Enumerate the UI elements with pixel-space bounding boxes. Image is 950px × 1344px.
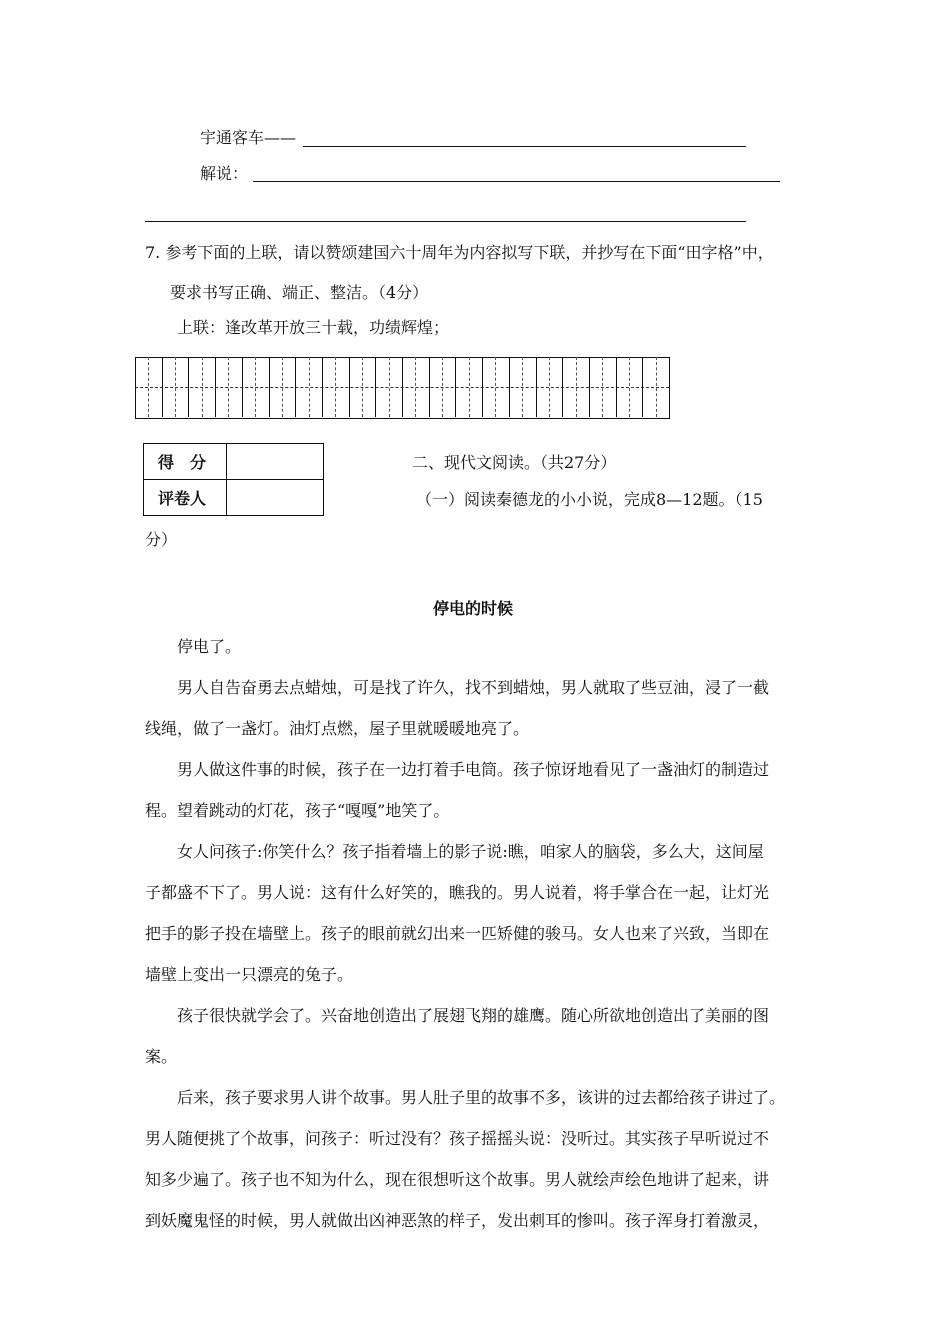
story-line: 男人做这件事的时候，孩子在一边打着手电筒。孩子惊讶地看见了一盏油灯的制造过	[145, 760, 770, 779]
tianzige-cell-centerline	[282, 357, 283, 417]
story-line: 男人自告奋勇去点蜡烛，可是找了许久，找不到蜡烛，男人就取了些豆油，浸了一截	[145, 678, 770, 697]
tianzige-cell-border	[162, 357, 163, 417]
tianzige-cell-centerline	[629, 357, 630, 417]
story-line: 女人问孩子:你笑什么？孩子指着墙上的影子说:瞧，咱家人的脑袋，多么大，这间屋	[145, 842, 764, 861]
q7-couplet: 上联：逢改革开放三十载，功绩辉煌；	[177, 318, 450, 337]
tianzige-cell-centerline	[202, 357, 203, 417]
grader-value-cell[interactable]	[227, 480, 324, 516]
q6-answer-label-1: 宇通客车——	[200, 128, 297, 147]
tianzige-cell-centerline	[602, 357, 603, 417]
q6-answer-line-3[interactable]	[145, 221, 746, 222]
tianzige-cell-centerline	[255, 357, 256, 417]
tianzige-cell-centerline	[522, 357, 523, 417]
tianzige-cell-centerline	[335, 357, 336, 417]
q6-answer-line-2[interactable]	[253, 181, 780, 182]
story-title: 停电的时候	[433, 599, 514, 618]
tianzige-cell-border	[295, 357, 296, 417]
tianzige-cell-border	[215, 357, 216, 417]
tianzige-cell-centerline	[576, 357, 577, 417]
section2-subheading: （一）阅读秦德龙的小小说，完成8—12题。（15	[416, 490, 763, 509]
tianzige-cell-border	[482, 357, 483, 417]
tianzige-cell-border	[642, 357, 643, 417]
tianzige-cell-border	[188, 357, 189, 417]
tianzige-cell-border	[349, 357, 350, 417]
tianzige-cell-centerline	[309, 357, 310, 417]
story-line: 子都盛不下了。男人说：这有什么好笑的，瞧我的。男人说着，将手掌合在一起，让灯光	[145, 883, 770, 902]
q7-question-line-1: 7. 参考下面的上联，请以赞颂建国六十周年为内容拟写下联，并抄写在下面“田字格”中，	[145, 243, 774, 262]
tianzige-cell-border	[536, 357, 537, 417]
story-line: 男人随便挑了个故事，问孩子：听过没有？孩子摇摇头说：没听过。其实孩子早听说过不	[145, 1129, 770, 1148]
tianzige-cell-border	[509, 357, 510, 417]
tianzige-grid[interactable]	[135, 357, 669, 419]
tianzige-cell-centerline	[389, 357, 390, 417]
story-line: 把手的影子投在墙壁上。孩子的眼前就幻出来一匹矫健的骏马。女人也来了兴致，当即在	[145, 924, 770, 943]
tianzige-cell-border	[455, 357, 456, 417]
q6-answer-label-2: 解说：	[200, 164, 249, 183]
grader-label: 评卷人	[144, 480, 227, 516]
tianzige-cell-centerline	[175, 357, 176, 417]
story-line: 到妖魔鬼怪的时候，男人就做出凶神恶煞的样子，发出刺耳的惨叫。孩子浑身打着激灵，	[145, 1211, 770, 1230]
tianzige-cell-border	[402, 357, 403, 417]
section2-subheading-cont: 分）	[145, 530, 178, 549]
tianzige-cell-centerline	[148, 357, 149, 417]
tianzige-cell-centerline	[228, 357, 229, 417]
tianzige-cell-border	[562, 357, 563, 417]
tianzige-cell-border	[616, 357, 617, 417]
tianzige-cell-centerline	[362, 357, 363, 417]
score-value-cell[interactable]	[227, 444, 324, 480]
story-line: 后来，孩子要求男人讲个故事。男人肚子里的故事不多，该讲的过去都给孩子讲过了。	[145, 1088, 786, 1107]
score-label: 得 分	[144, 444, 227, 480]
tianzige-cell-centerline	[656, 357, 657, 417]
q6-answer-line-1[interactable]	[303, 146, 746, 147]
tianzige-cell-border	[375, 357, 376, 417]
score-box	[143, 443, 324, 516]
tianzige-cell-border	[242, 357, 243, 417]
tianzige-cell-centerline	[442, 357, 443, 417]
story-line: 停电了。	[145, 637, 242, 656]
story-line: 程。望着跳动的灯花，孩子“嘎嘎”地笑了。	[145, 801, 450, 820]
story-line: 墙壁上变出一只漂亮的兔子。	[145, 965, 354, 984]
tianzige-cell-border	[429, 357, 430, 417]
tianzige-cell-border	[322, 357, 323, 417]
q7-question-line-2: 要求书写正确、端正、整洁。（4分）	[170, 283, 429, 302]
story-line: 案。	[145, 1047, 178, 1066]
tianzige-cell-centerline	[469, 357, 470, 417]
story-line: 线绳，做了一盏灯。油灯点燃，屋子里就暖暖地亮了。	[145, 719, 530, 738]
section2-heading: 二、现代文阅读。（共27分）	[412, 453, 617, 472]
story-line: 孩子很快就学会了。兴奋地创造出了展翅飞翔的雄鹰。随心所欲地创造出了美丽的图	[145, 1006, 770, 1025]
story-line: 知多少遍了。孩子也不知为什么，现在很想听这个故事。男人就绘声绘色地讲了起来，讲	[145, 1170, 770, 1189]
tianzige-cell-border	[589, 357, 590, 417]
tianzige-cell-centerline	[495, 357, 496, 417]
tianzige-cell-centerline	[415, 357, 416, 417]
tianzige-cell-border	[269, 357, 270, 417]
tianzige-cell-centerline	[549, 357, 550, 417]
